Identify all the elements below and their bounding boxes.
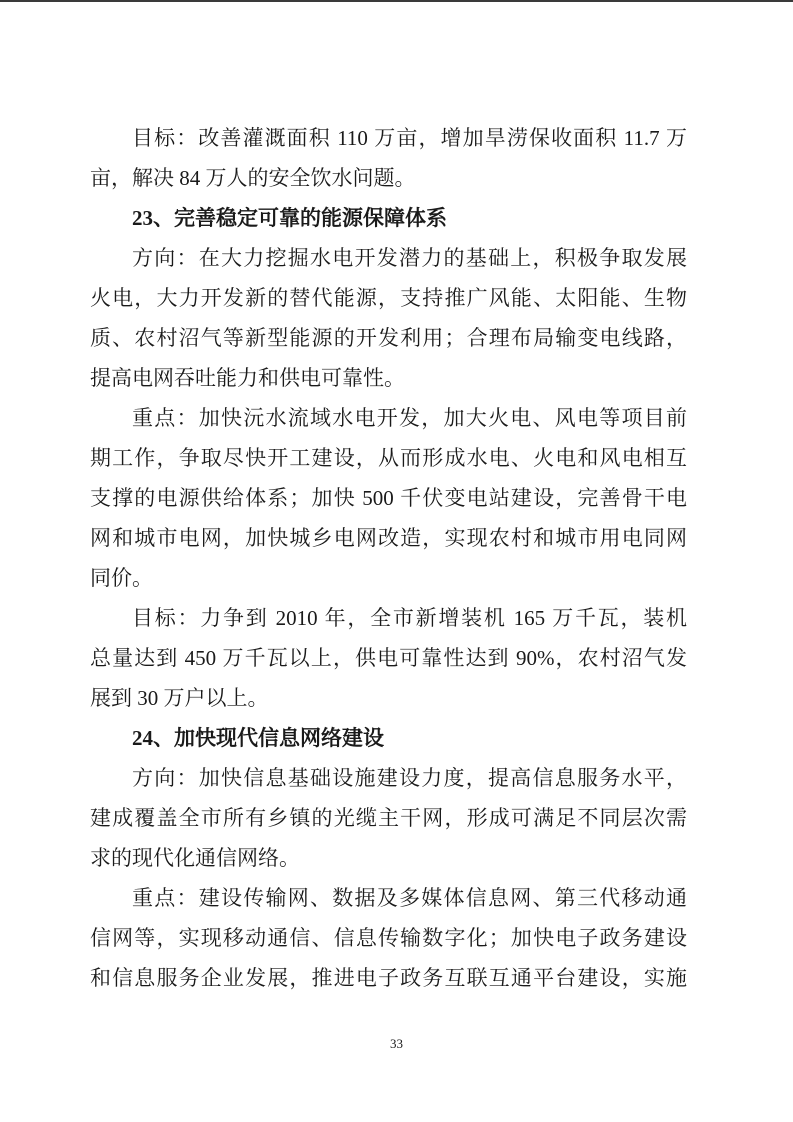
page-number: 33 [390,1036,403,1051]
text-line: 网和城市电网，加快城乡电网改造，实现农村和城市用电同网 [90,526,687,550]
text-line: 求的现代化通信网络。 [90,846,300,870]
para-energy-direction [90,238,687,398]
text-line: 亩，解决 84 万人的安全饮水问题。 [90,166,416,190]
text-line: 提高电网吞吐能力和供电可靠性。 [90,366,405,390]
text-line: 期工作，争取尽快开工建设，从而形成水电、火电和风电相互 [90,446,687,470]
heading-text: 24、加快现代信息网络建设 [132,726,384,750]
text-line: 信网等，实现移动通信、信息传输数字化；加快电子政务建设 [90,926,687,950]
para-energy-goal [90,598,687,718]
para-energy-focus [90,398,687,598]
text-line: 方向：加快信息基础设施建设力度，提高信息服务水平， [132,766,687,790]
para-info-direction [90,758,687,878]
section-heading-23 [90,198,687,238]
text-line: 火电，大力开发新的替代能源，支持推广风能、太阳能、生物 [90,286,687,310]
text-line: 和信息服务企业发展，推进电子政务互联互通平台建设，实施 [90,966,687,990]
page-top-edge-line [0,0,793,2]
text-line: 目标：改善灌溉面积 110 万亩，增加旱涝保收面积 11.7 万 [132,126,687,150]
text-line: 总量达到 450 万千瓦以上，供电可靠性达到 90%，农村沼气发 [90,646,687,670]
text-line: 方向：在大力挖掘水电开发潜力的基础上，积极争取发展 [132,246,687,270]
document-body [90,118,687,998]
text-line: 重点：建设传输网、数据及多媒体信息网、第三代移动通 [132,886,687,910]
section-heading-24 [90,718,687,758]
text-line: 建成覆盖全市所有乡镇的光缆主干网，形成可满足不同层次需 [90,806,687,830]
text-line: 支撑的电源供给体系；加快 500 千伏变电站建设，完善骨干电 [90,486,687,510]
text-line: 展到 30 万户以上。 [90,686,269,710]
text-line: 重点：加快沅水流域水电开发，加大火电、风电等项目前 [132,406,687,430]
page-footer [0,1034,793,1054]
para-irrigation-goal [90,118,687,198]
text-line: 质、农村沼气等新型能源的开发利用；合理布局输变电线路， [90,326,687,350]
text-line: 同价。 [90,566,153,590]
text-line: 目标：力争到 2010 年，全市新增装机 165 万千瓦，装机 [132,606,687,630]
para-info-focus [90,878,687,998]
heading-text: 23、完善稳定可靠的能源保障体系 [132,206,447,230]
